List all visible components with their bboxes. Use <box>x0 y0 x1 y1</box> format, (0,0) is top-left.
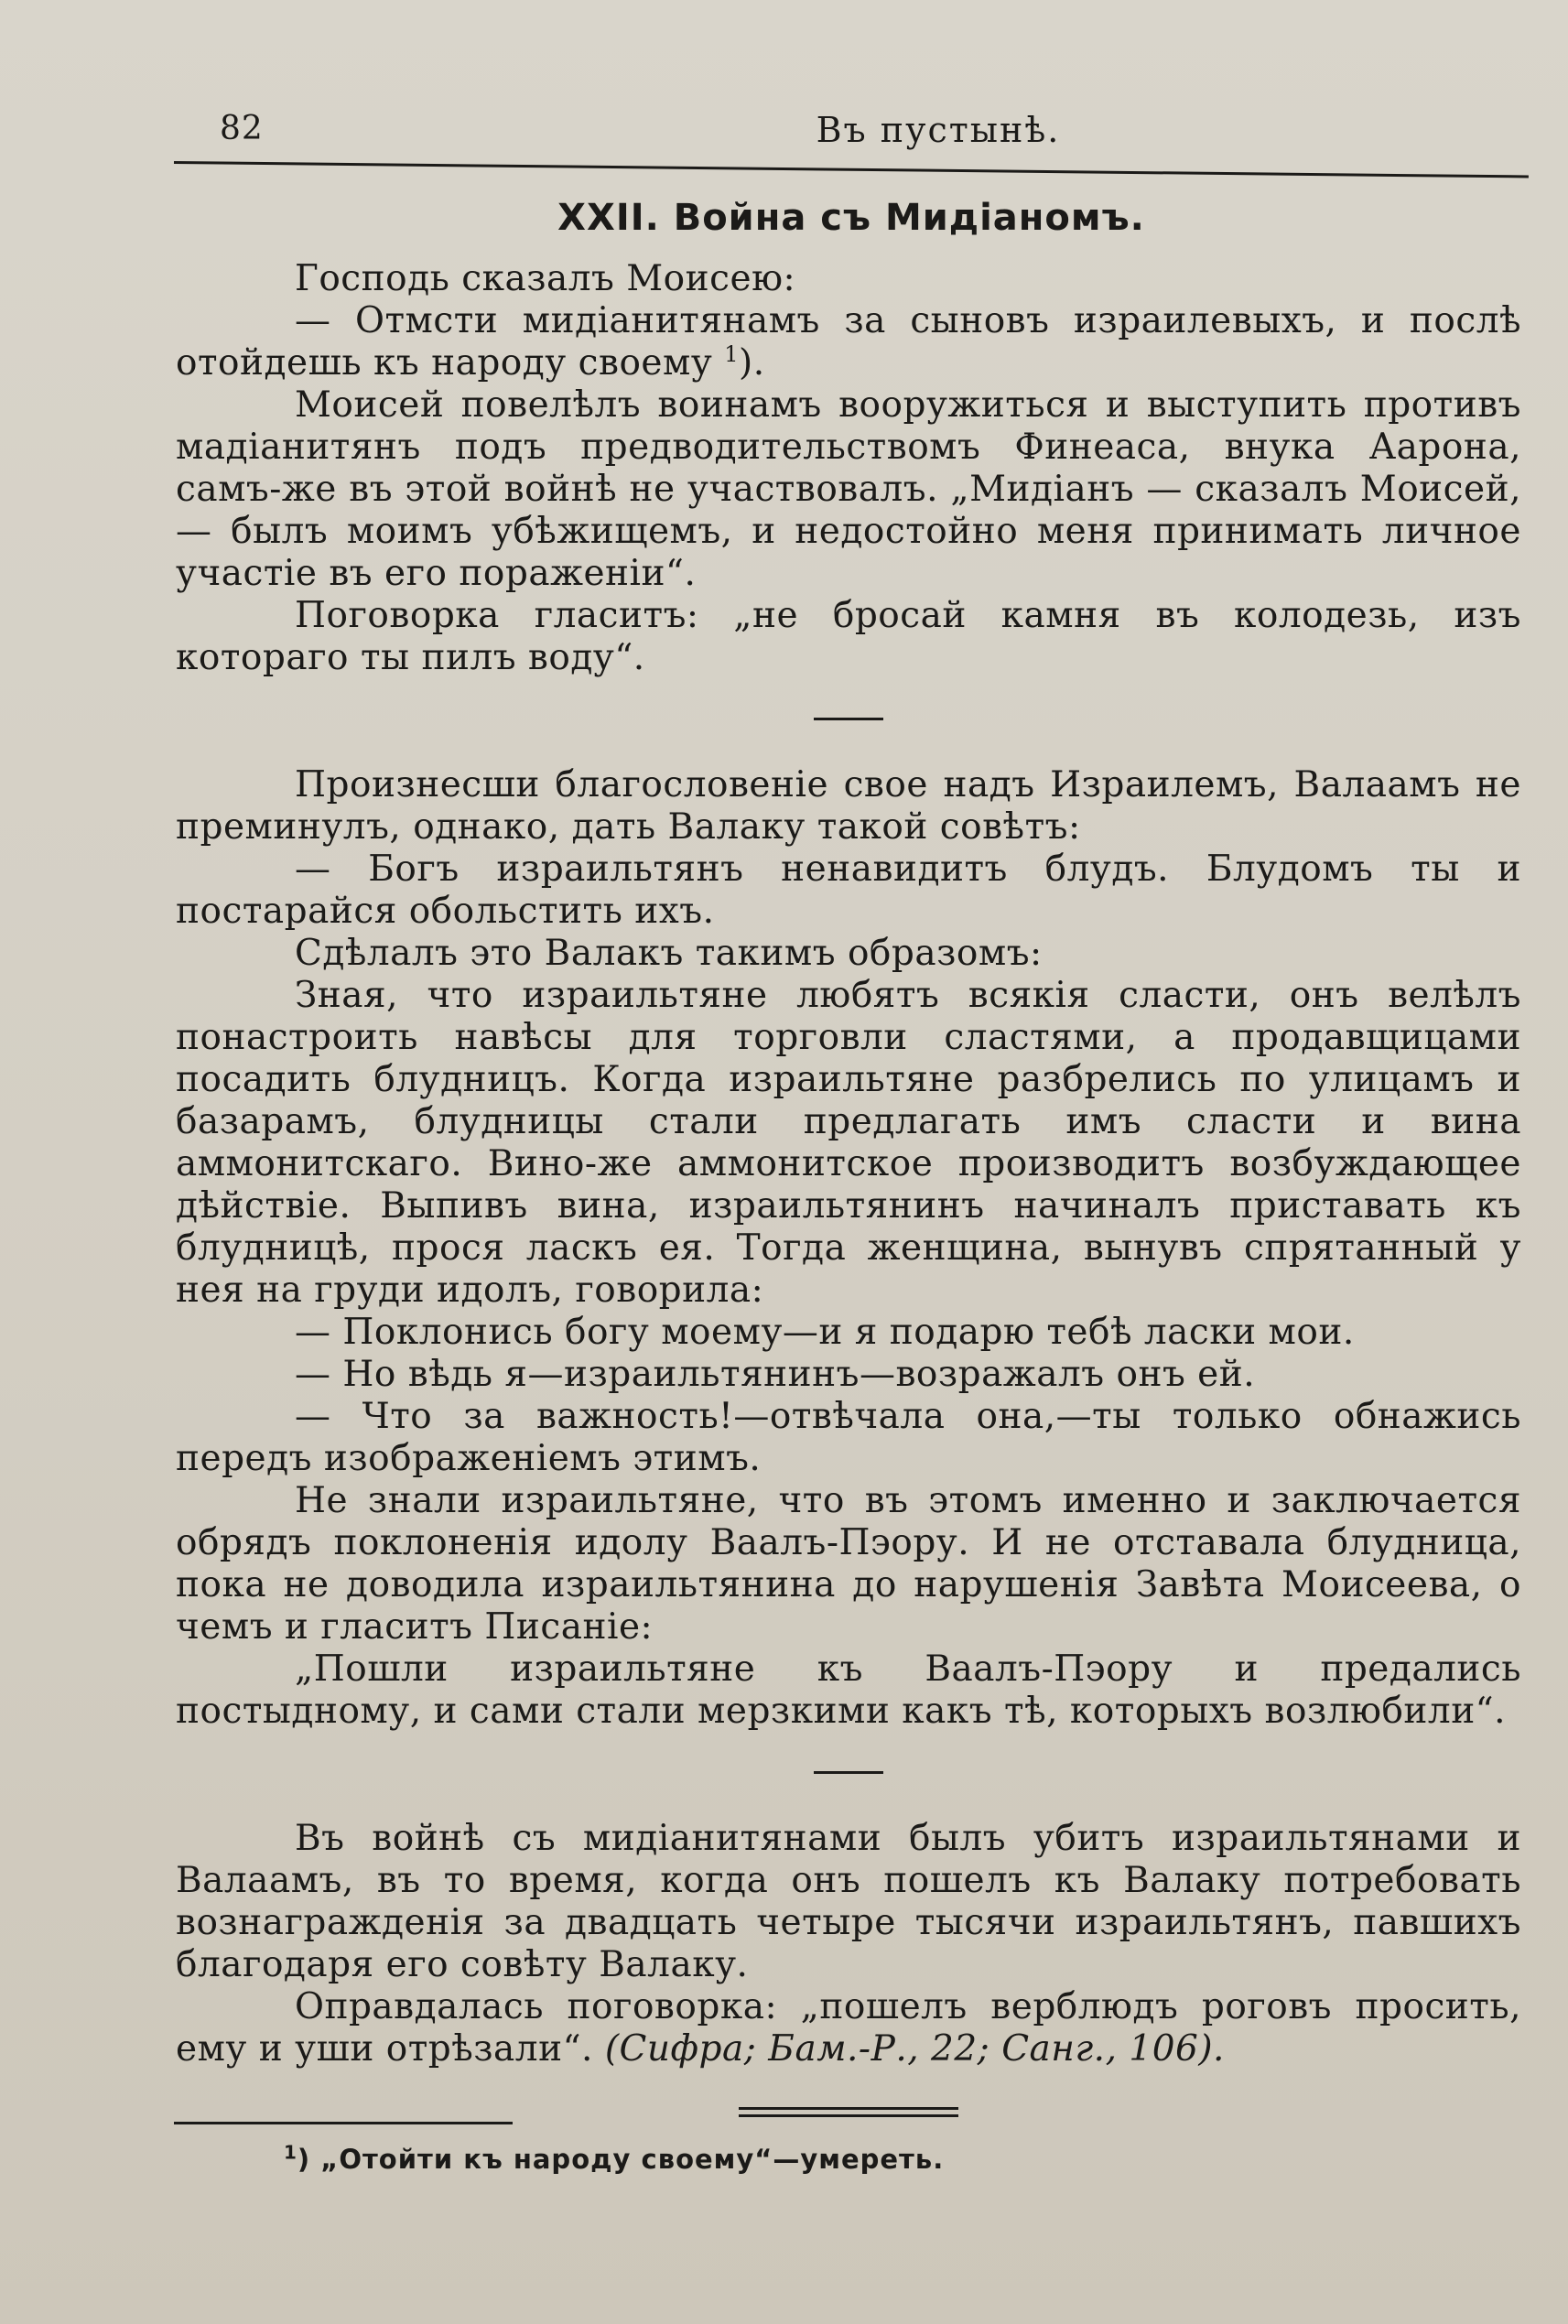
paragraph <box>176 300 1521 384</box>
running-head <box>174 110 1538 165</box>
paragraph: „Пошли израильтяне къ Ваалъ-Пэору и предались постыдному, и сами стали мерзкими какъ тѣ, которыхъ возлюбили“. <box>176 1648 1521 1732</box>
paragraph: Въ войнѣ съ мидіанитянами былъ убитъ израильтянами и Валаамъ, въ то время, когда онъ пошелъ къ Валаку потребовать вознагражденія за двадцать четыре тысячи израильтянъ, павшихъ благодаря его совѣту Валаку. <box>176 1818 1521 1985</box>
section-separator <box>814 1771 883 1774</box>
section-separator <box>814 718 883 720</box>
footnote-text: ) „Отойти къ народу своему“—умереть. <box>297 2144 945 2175</box>
body-text <box>176 258 1521 2122</box>
footnote-number: 1 <box>284 2141 297 2164</box>
paragraph: — Поклонись богу моему—и я подарю тебѣ ласки мои. <box>295 1312 1355 1353</box>
footnote-marker: 1 <box>724 341 739 367</box>
paragraph-text: Оправдалась поговорка: „пошелъ верблюдъ роговъ просить, ему и уши отрѣзали“. <box>176 1986 1521 2070</box>
paragraph: — Но вѣдь я—израильтянинъ—возражалъ онъ ей. <box>295 1354 1256 1395</box>
source-citation: (Сифра; Бам.-Р., 22; Санг., 106). <box>604 2028 1225 2070</box>
paragraph <box>176 1986 1521 2070</box>
paragraph: Господь сказалъ Моисею: <box>295 258 796 299</box>
paragraph-text: — Отмсти мидіанитянамъ за сыновъ израилевыхъ, и послѣ отойдешь къ народу своему <box>176 300 1521 384</box>
footnote <box>284 2141 945 2175</box>
paragraph: Зная, что израильтяне любятъ всякія сласти, онъ велѣлъ понастроить навѣсы для торговли сластями, а продавщицами посадить блудницъ. Когда израильтяне разбрелись по улицамъ и базарамъ, блудницы стали предлагать имъ сласти и вина аммонитскаго. Вино-же аммонитское производитъ возбуждающее дѣйствіе. Выпивъ вина, израильтянинъ начиналъ приставать къ блудницѣ, прося ласкъ ея. Тогда женщина, вынувъ спрятанный у нея на груди идолъ, говорила: <box>176 975 1521 1311</box>
paragraph: Поговорка гласитъ: „не бросай камня въ колодезь, изъ котораго ты пилъ воду“. <box>176 595 1521 678</box>
page-number: 82 <box>220 110 264 147</box>
paragraph: Сдѣлалъ это Валакъ такимъ образомъ: <box>295 933 1043 974</box>
running-title: Въ пустынѣ. <box>816 110 1061 150</box>
paragraph-end: ). <box>738 342 765 384</box>
paragraph: — Что за важность!—отвѣчала она,—ты только обнажись передъ изображеніемъ этимъ. <box>176 1396 1521 1479</box>
paragraph: Не знали израильтяне, что въ этомъ именно и заключается обрядъ поклоненія идолу Ваалъ-Пэору. И не отставала блудница, пока не доводила израильтянина до нарушенія Завѣта Моисеева, о чемъ и гласитъ Писаніе: <box>176 1480 1521 1648</box>
chapter-title: XXII. Война съ Мидіаномъ. <box>557 197 1145 239</box>
paragraph: Моисей повелѣлъ воинамъ вооружиться и выступить противъ мадіанитянъ подъ предводительствомъ Финеаса, внука Аарона, самъ-же въ этой войнѣ не участвовалъ. „Мидіанъ — сказалъ Моисей, — былъ моимъ убѣжищемъ, и недостойно меня принимать личное участіе въ его пораженіи“. <box>176 384 1521 594</box>
footnote-rule <box>174 2122 513 2124</box>
paragraph: Произнесши благословеніе свое надъ Израилемъ, Валаамъ не преминулъ, однако, дать Валаку такой совѣтъ: <box>176 764 1521 848</box>
end-double-rule <box>739 2107 958 2117</box>
paragraph: — Богъ израильтянъ ненавидитъ блудъ. Блудомъ ты и постарайся обольстить ихъ. <box>176 849 1521 932</box>
